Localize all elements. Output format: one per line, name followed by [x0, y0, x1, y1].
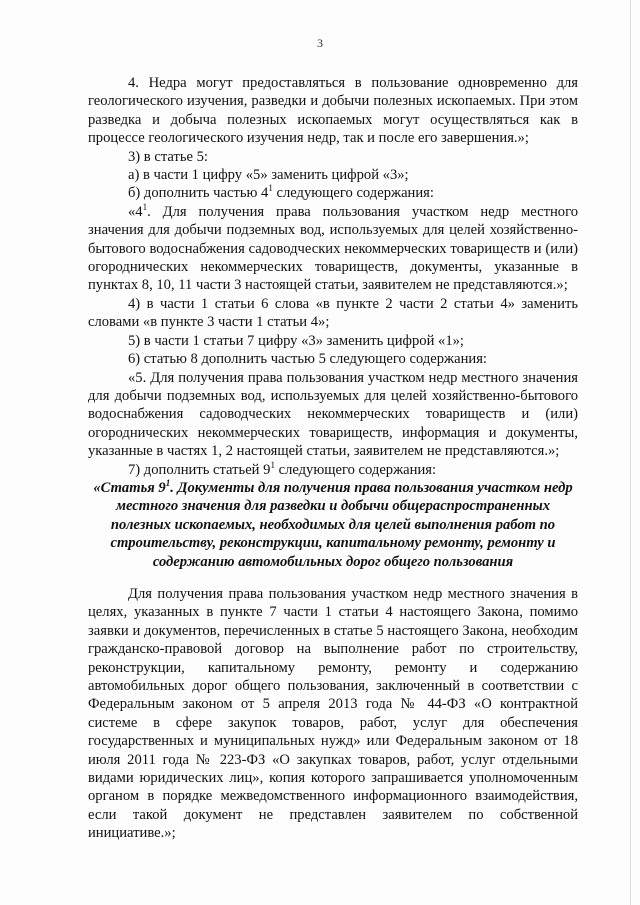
heading-prefix: «Статья 9	[93, 479, 166, 496]
paragraph-item-5-article-7: 5) в части 1 статьи 7 цифру «3» заменить цифрой «1»;	[128, 332, 464, 349]
article-9-1-heading	[88, 479, 578, 571]
document-body	[88, 74, 578, 843]
paragraph-item-6-article-8: 6) статью 8 дополнить частью 5 следующего содержания:	[128, 351, 487, 368]
part-4-1-lead: «4	[128, 203, 143, 220]
superscript: 1	[270, 459, 275, 470]
spacer	[88, 571, 578, 585]
paragraph-item-3-article-5: 3) в статье 5:	[128, 148, 208, 165]
paragraph-item-4-article-6: 4) в части 1 статьи 6 слова «в пункте 2 части 2 статьи 4» заменить словами «в пункте 3 части 1 статьи 4»;	[88, 295, 578, 331]
paragraph-article-9-1-body: Для получения права пользования участком недр местного значения в целях, указанных в пункте 7 части 1 статьи 4 настоящего Закона, помимо заявки и документов, перечисленных в статье 5 настоящего Закона, необходим гражданско-правовой договор на выполнение работ по строительству, реконструкции, капитальному ремонту, ремонту и содержанию автомобильных дорог общего пользования, заключенный в соответствии с Федеральным законом от 5 апреля 2013 года № 44-ФЗ «О контрактной системе в сфере закупок товаров, работ, услуг для обеспечения государственных и муниципальных нужд» или Федеральным законом от 18 июля 2011 года № 223-ФЗ «О закупках товаров, работ, услуг отдельными видами юридических лиц», копия которого запрашивается уполномоченным органом в порядке межведомственного информационного взаимодействия, если такой документ не представлен заявителем по собственной инициативе.»;	[88, 585, 578, 842]
paragraph-subitem-b	[88, 184, 578, 202]
page-number: 3	[317, 36, 323, 50]
superscript: 1	[165, 478, 171, 489]
item-7-tail: следующего содержания:	[274, 461, 437, 478]
paragraph-item-4: 4. Недра могут предоставляться в пользование одновременно для геологического изучения, разведки и добычи полезных ископаемых. При этом разведка и добыча полезных ископаемых могут осуществляться как в процессе геологического изучения недр, так и после его завершения.»;	[88, 75, 578, 147]
part-4-1-text: . Для получения права пользования участком недр местного значения для добычи подземных вод, используемых для целей хозяйственно-бытового водоснабжения садоводческих некоммерческих товариществ и (или) огороднических некоммерческих товариществ, документы, указанные в пунктах 8, 10, 11 части 3 настоящей статьи, заявителем не представляются.»;	[88, 203, 578, 294]
subitem-b-text: б) дополнить частью 4	[128, 185, 269, 202]
superscript: 1	[142, 201, 148, 212]
paragraph-item-7	[88, 461, 578, 479]
paragraph-part-5: «5. Для получения права пользования участком недр местного значения для добычи подземных вод, используемых для целей хозяйственно-бытового водоснабжения садоводческих некоммерческих товариществ и (или) огороднических некоммерческих товариществ, информация и документы, указанные в частях 1, 2 настоящей статьи, заявителем не представляются.»;	[88, 369, 578, 460]
subitem-b-tail: следующего содержания:	[272, 185, 434, 202]
heading-rest: . Документы для получения права пользования участком недр местного значения для разведки и добычи общераспространенных полезных ископаемых, необходимых для целей выполнения работ по строительству, реконструкции, капитальному ремонту, ремонту и содержанию автомобильных дорог общего пользования	[110, 479, 573, 570]
paragraph-subitem-a: а) в части 1 цифру «5» заменить цифрой «3»;	[128, 167, 409, 184]
item-7-text: 7) дополнить статьей 9	[128, 461, 271, 478]
superscript: 1	[268, 183, 273, 194]
paragraph-part-4-1	[88, 203, 578, 295]
page-edge-line	[630, 0, 631, 905]
